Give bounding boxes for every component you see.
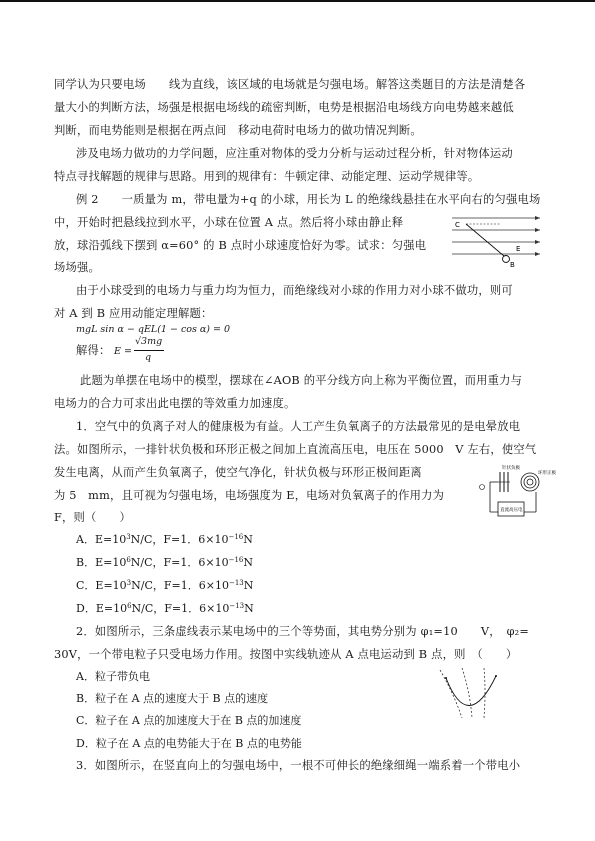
label-E: E: [516, 245, 521, 253]
example-line: 放，球沿弧线下摆到 α=60° 的 B 点时小球速度恰好为零。试求：匀强电: [54, 239, 427, 252]
example-line: 中，开始时把悬线拉到水平，小球在位置 A 点。然后将小球由静止释: [54, 216, 404, 229]
question-line: 30V，一个带电粒子只受电场力作用。按图中实线轨迹从 A 点电运动到 B 点，则 （ ）: [54, 648, 518, 661]
formula-energy: mgL sin α − qEL(1 − cos α) = 0: [76, 324, 231, 335]
text-line: 电场力的合力可求出此电摆的等效重力加速度。: [54, 397, 296, 410]
q2-option-c: C．粒子在 A 点的加速度大于在 B 点的加速度: [76, 714, 302, 727]
q2-option-b: B．粒子在 A 点的速度大于 B 点的速度: [76, 692, 269, 705]
text-line: 量大小的判断方法，场强是根据电场线的疏密判断，电势是根据沿电场线方向电势越来越低: [54, 101, 514, 114]
label-source: 直流高压电: [500, 508, 523, 513]
ion-generator-figure: [478, 462, 556, 520]
label-B: B: [510, 261, 515, 269]
equipotential-figure: [432, 664, 512, 722]
label-needle: 针状负极: [502, 466, 520, 471]
solution-line: 由于小球受到的电场力与重力均为恒力，而绝缘线对小球的作用力对小球不做功，则可: [76, 284, 513, 297]
example-line: 例 2 一质量为 m，带电量为+q 的小球，用长为 L 的绝缘线悬挂在水平向右的匀强电场: [76, 193, 541, 206]
label-C: C: [455, 221, 460, 229]
text-line: 判断，而电势能则是根据在两点间 移动电荷时电场力的做功情况判断。: [54, 124, 422, 137]
option-b: B．$E=10^6N/C$，F=1．$6\times 10^{-16}N$: [76, 556, 254, 569]
header-rule: [0, 0, 595, 2]
question-line: 发生电离，从而产生负氧离子，使空气净化，针状负极与环形正极间距离: [54, 466, 422, 479]
solve-label: 解得：: [76, 344, 111, 357]
formula-lhs: E =: [114, 346, 132, 357]
option-a: A．$E=10^3N/C$，F=1．$6\times 10^{-16}N$: [76, 533, 253, 546]
q2-option-d: D．粒子在 A 点的电势能大于在 B 点的电势能: [76, 737, 302, 750]
text-line: 特点寻找解题的规律与思路。用到的规律有：牛顿定律、动能定理、运动学规律等。: [54, 170, 480, 183]
question-line: F，则（ ）: [54, 511, 132, 524]
solution-line: 对 A 到 B 应用动能定理解题：: [54, 307, 213, 320]
question-line: 1．空气中的负离子对人的健康极为有益。人工产生负氧离子的方法最常见的是电晕放电: [76, 420, 521, 433]
label-ring: 环形正极: [538, 471, 556, 476]
question-line: 法。如图所示，一排针状负极和环形正极之间加上直流高压电，电压在 5000 V 左右，使空气: [54, 443, 537, 456]
question-line: 3．如图所示，在竖直向上的匀强电场中，一根不可伸长的绝缘细绳一端系着一个带电小: [76, 759, 521, 772]
example-line: 场场强。: [54, 261, 100, 274]
text-line: 此题为单摆在电场中的模型，摆球在∠AOB 的平分线方向上称为平衡位置，而用重力与: [80, 374, 523, 387]
option-d: D．$E=10^6N/C$，F=1．$6\times 10^{-13}N$: [76, 602, 254, 615]
option-c: C．$E=10^3N/C$，F=1．$6\times 10^{-13}N$: [76, 579, 254, 592]
question-line: 为 5 mm，且可视为匀强电场，电场强度为 E，电场对负氧离子的作用力为: [54, 489, 445, 502]
text-line: 同学认为只要电场 线为直线，该区域的电场就是匀强电场。解答这类题目的方法是清楚各: [54, 78, 526, 91]
fraction-bar: [134, 350, 164, 351]
formula-numerator: √3mg: [135, 336, 163, 347]
question-line: 2．如图所示，三条虚线表示某电场中的三个等势面，其电势分别为 φ₁=10 V， φ₂=: [76, 625, 530, 638]
text-line: 涉及电场力做功的力学问题，应注重对物体的受力分析与运动过程分析，针对物体运动: [76, 147, 513, 160]
formula-denominator: q: [145, 352, 152, 363]
pendulum-figure: [450, 210, 542, 270]
q2-option-a: A．粒子带负电: [76, 670, 150, 683]
